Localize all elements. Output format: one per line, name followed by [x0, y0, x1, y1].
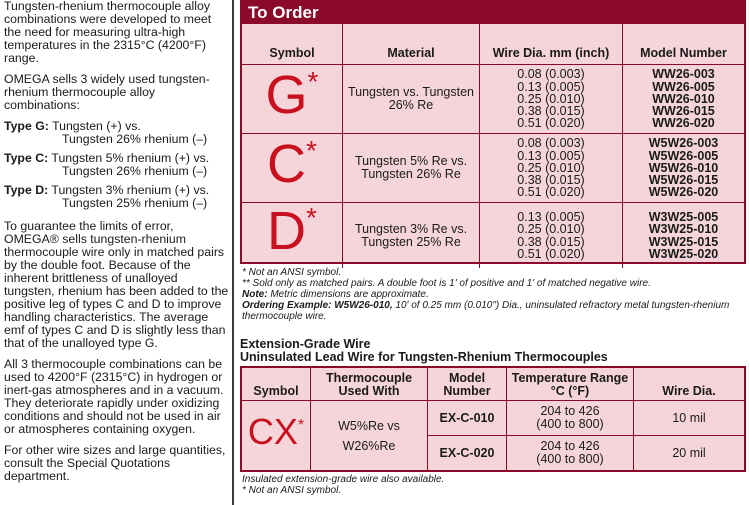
table-row	[242, 203, 744, 269]
note-matched-pairs: ** Sold only as matched pairs. A double foot is 1' of positive and 1' of matched negative wire.	[242, 278, 651, 289]
ext-col-model: Model Number	[428, 368, 507, 401]
other-sizes-paragraph: For other wire sizes and large quantities, consult the Special Quotations department.	[4, 443, 226, 483]
ext-used-with-cell: W5%Re vs W26%Re	[311, 401, 428, 471]
not-ansi-star: *	[307, 65, 319, 97]
dia-cell: 0.08 (0.003) 0.13 (0.005) 0.25 (0.010) 0.38 (0.015) 0.51 (0.020)	[480, 134, 623, 203]
extension-title: Extension-Grade Wire	[240, 337, 371, 351]
model-cell: WW26-003 WW26-005 WW26-010 WW26-015 WW26-020	[623, 65, 745, 134]
table-row	[242, 134, 744, 203]
material-cell: Tungsten 5% Re vs. Tungsten 26% Re	[343, 134, 480, 203]
not-ansi-star: *	[306, 134, 317, 166]
ext-temp-cell: 204 to 426 (400 to 800)	[507, 401, 634, 436]
type-d-line: Type D: Tungsten 3% rhenium (+) vs. Tungsten 25% rhenium (–)	[4, 183, 210, 210]
not-ansi-star: *	[306, 202, 317, 233]
symbol-d: D	[267, 201, 307, 261]
table-row	[242, 401, 744, 436]
dia-cell: 0.08 (0.003) 0.13 (0.005) 0.25 (0.010) 0.38 (0.015) 0.51 (0.020)	[480, 65, 623, 134]
footnote-insulated: Insulated extension-grade wire also available.	[242, 474, 445, 485]
symbol-cell	[242, 134, 343, 203]
type-g-label: Type G:	[4, 119, 49, 133]
ext-dia-cell: 20 mil	[634, 436, 745, 471]
note-ordering-example: Ordering Example: W5W26-010, 10' of 0.25 mm (0.010") Dia., uninsulated refractory metal tungsten-rhenium thermocouple wire.	[242, 300, 730, 322]
extension-heading	[240, 338, 746, 364]
material-cell: Tungsten 3% Re vs. Tungsten 25% Re	[343, 203, 480, 269]
type-c-line: Type C: Tungsten 5% rhenium (+) vs. Tungsten 26% rhenium (–)	[4, 151, 210, 178]
ext-col-symbol: Symbol	[242, 368, 311, 401]
extension-table	[242, 368, 744, 470]
note-metric: Note: Metric dimensions are approximate.	[242, 289, 429, 300]
symbol-cx: CX	[247, 410, 298, 452]
dia-cell: 0.13 (0.005) 0.25 (0.010) 0.38 (0.015) 0.51 (0.020)	[480, 203, 623, 269]
symbol-c: C	[267, 133, 307, 194]
ext-model-cell: EX-C-020	[428, 436, 507, 471]
limits-paragraph: To guarantee the limits of error, OMEGA® sells tungsten-rhenium thermocouple wire only in matched pairs by the double foot. Because of the inherent brittleness of unalloyed tungsten, rhenium has been added to the positive leg of types C and D to improve handling characteristics. The average emf of types C and D is slightly less than that of the unalloyed type G.	[4, 219, 229, 350]
col-material: Material	[343, 24, 480, 65]
extension-subtitle: Uninsulated Lead Wire for Tungsten-Rhenium Thermocouples	[240, 350, 608, 364]
material-cell: Tungsten vs. Tungsten 26% Re	[343, 65, 480, 134]
order-header-row	[242, 24, 744, 65]
model-cell: W5W26-003 W5W26-005 W5W26-010 W5W26-015 W5W26-020	[623, 134, 745, 203]
col-symbol: Symbol	[242, 24, 343, 65]
right-column	[240, 0, 746, 496]
order-table	[242, 24, 744, 268]
ext-col-temp: Temperature Range °C (°F)	[507, 368, 634, 401]
symbol-cell	[242, 203, 343, 269]
extension-header-row	[242, 368, 744, 401]
extension-box	[240, 366, 746, 472]
ext-col-used-with: Thermocouple Used With	[311, 368, 428, 401]
note-not-ansi: * Not an ANSI symbol.	[242, 267, 342, 278]
footnote-not-ansi: * Not an ANSI symbol.	[242, 485, 342, 496]
ext-col-dia: Wire Dia.	[662, 384, 716, 398]
not-ansi-star: *	[297, 416, 305, 434]
to-order-title: To Order	[242, 2, 744, 24]
symbol-cell	[242, 65, 343, 134]
type-d-label: Type D:	[4, 183, 49, 197]
column-divider	[232, 0, 234, 505]
left-column	[4, 0, 230, 491]
type-c-label: Type C:	[4, 151, 49, 165]
model-cell: W3W25-005 W3W25-010 W3W25-015 W3W25-020	[623, 203, 745, 269]
sells-paragraph: OMEGA sells 3 widely used tungsten-rhenium thermocouple alloy combinations:	[4, 72, 210, 112]
extension-footnotes	[240, 474, 746, 496]
combos-paragraph: All 3 thermocouple combinations can be used to 4200°F (2315°C) in hydrogen or inert-gas atmospheres and in a vacuum. They deteriorate rapidly under oxidizing conditions and should not be used in air or atmospheres containing oxygen.	[4, 357, 224, 436]
col-wire-dia: Wire Dia. mm (inch)	[480, 24, 623, 65]
ext-symbol-cell	[242, 401, 311, 471]
table-row	[242, 65, 744, 134]
ext-temp-cell: 204 to 426 (400 to 800)	[507, 436, 634, 471]
to-order-box	[240, 0, 746, 264]
type-g-line: Type G: Tungsten (+) vs. Tungsten 26% rhenium (–)	[4, 119, 208, 146]
intro-paragraph: Tungsten-rhenium thermocouple alloy combinations were developed to meet the need for measuring ultra-high temperatures in the 2315°C (4200°F) range.	[4, 0, 212, 65]
symbol-g: G	[265, 64, 308, 125]
ext-dia-cell: 10 mil	[634, 401, 745, 436]
ext-model-cell: EX-C-010	[428, 401, 507, 436]
col-model: Model Number	[640, 46, 727, 60]
order-notes	[240, 267, 746, 322]
